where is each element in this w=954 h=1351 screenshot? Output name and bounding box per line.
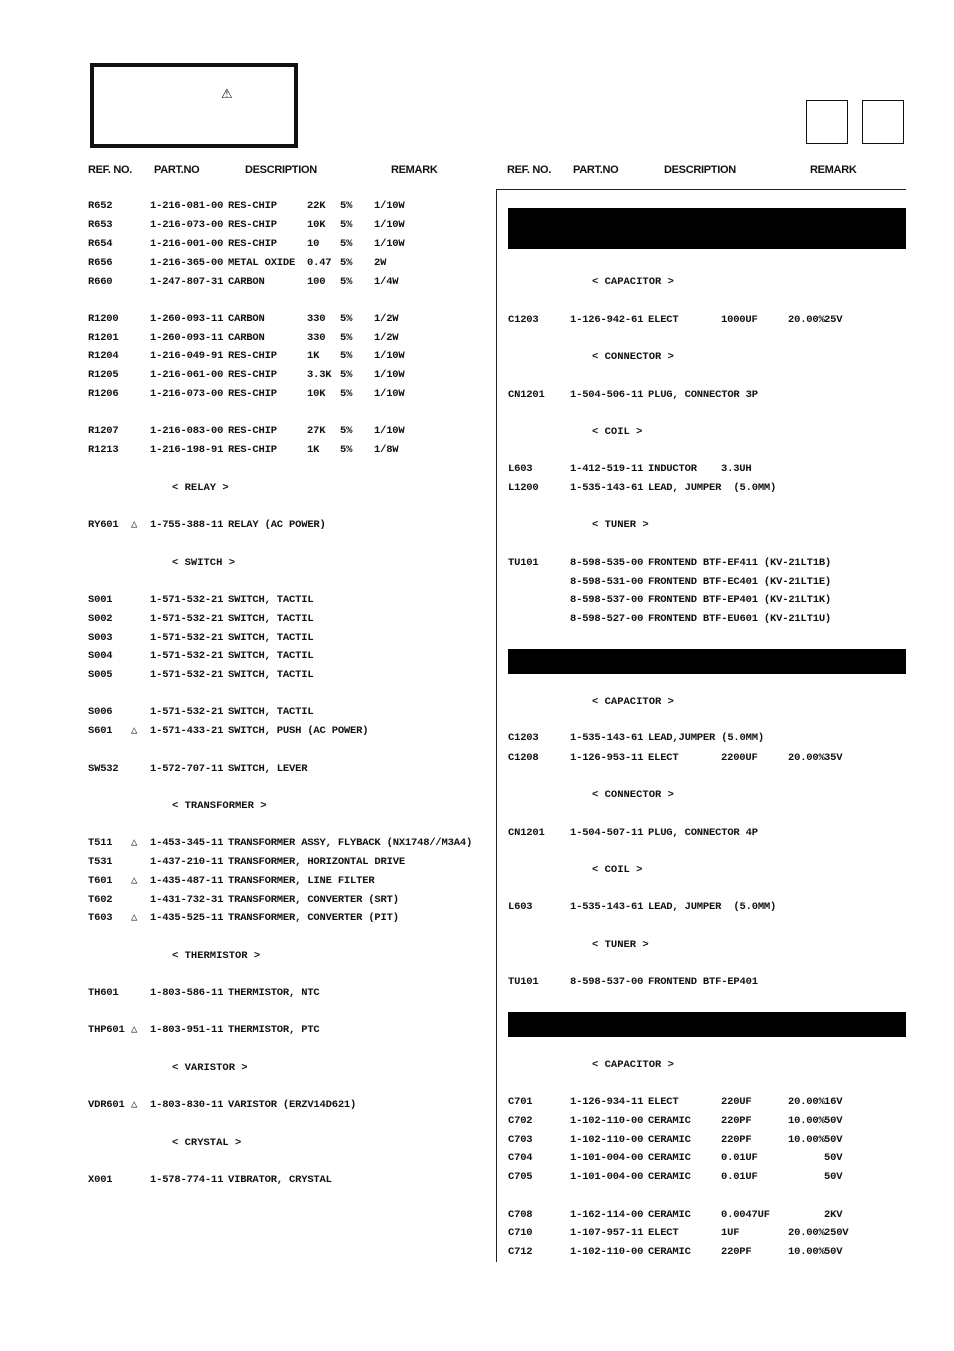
part-rem: 1/10W xyxy=(374,238,405,250)
part-part: 8-598-537-00 xyxy=(570,594,644,606)
section-heading: < CAPACITOR > xyxy=(592,696,674,708)
part-ref: R1213 xyxy=(88,444,119,456)
part-part: 1-102-110-00 xyxy=(570,1134,644,1146)
part-part: 1-102-110-00 xyxy=(570,1115,644,1127)
part-part: 1-216-365-00 xyxy=(150,257,224,269)
header-part-no: PART.NO xyxy=(573,164,619,176)
part-ref: C710 xyxy=(508,1227,533,1239)
header-description: DESCRIPTION xyxy=(664,164,736,176)
section-heading: < COIL > xyxy=(592,426,643,438)
part-part: 1-803-951-11 xyxy=(150,1024,224,1036)
part-tol: 20.00% xyxy=(788,1227,825,1239)
part-rem: 1/4W xyxy=(374,276,399,288)
part-val: 27K xyxy=(307,425,326,437)
part-val: 330 xyxy=(307,313,326,325)
section-title-bar xyxy=(508,649,906,674)
part-part: 1-216-081-00 xyxy=(150,200,224,212)
part-part: 1-126-942-61 xyxy=(570,314,644,326)
part-ref: R654 xyxy=(88,238,113,250)
part-part: 1-803-586-11 xyxy=(150,987,224,999)
part-ref: RY601 xyxy=(88,519,119,531)
part-desc: INDUCTOR xyxy=(648,463,697,475)
part-tol: 10.00% xyxy=(788,1115,825,1127)
part-ref: CN1201 xyxy=(508,389,545,401)
section-heading: < RELAY > xyxy=(172,482,229,494)
part-tol: 5% xyxy=(340,425,353,437)
part-part: 1-571-433-21 xyxy=(150,725,224,737)
part-ref: S006 xyxy=(88,706,113,718)
part-tol: 5% xyxy=(340,313,353,325)
part-part: 1-101-004-00 xyxy=(570,1171,644,1183)
header-remark: REMARK xyxy=(810,164,857,176)
part-ref: T511 xyxy=(88,837,113,849)
part-val: 100 xyxy=(307,276,326,288)
part-part: 1-216-061-00 xyxy=(150,369,224,381)
part-part: 1-216-083-00 xyxy=(150,425,224,437)
part-val: 10K xyxy=(307,219,326,231)
part-part: 1-247-807-31 xyxy=(150,276,224,288)
safety-mark-icon: △ xyxy=(131,912,138,924)
part-part: 1-260-093-11 xyxy=(150,332,224,344)
part-rem: 50V xyxy=(824,1152,843,1164)
part-desc: CERAMIC xyxy=(648,1152,691,1164)
part-desc: ELECT xyxy=(648,1227,679,1239)
part-ref: S003 xyxy=(88,632,113,644)
part-desc: RES-CHIP xyxy=(228,444,277,456)
part-part: 1-571-532-21 xyxy=(150,613,224,625)
part-rem: 50V xyxy=(824,1115,843,1127)
part-tol: 20.00% xyxy=(788,1096,825,1108)
safety-mark-icon: △ xyxy=(131,725,138,737)
part-part: 1-571-532-21 xyxy=(150,632,224,644)
header-rule xyxy=(496,189,906,190)
part-part: 1-435-487-11 xyxy=(150,875,224,887)
part-ref: C705 xyxy=(508,1171,533,1183)
part-val: 220PF xyxy=(721,1115,752,1127)
part-tol: 5% xyxy=(340,388,353,400)
part-part: 1-578-774-11 xyxy=(150,1174,224,1186)
part-desc: SWITCH, LEVER xyxy=(228,763,308,775)
part-desc: SWITCH, TACTIL xyxy=(228,594,314,606)
part-rem: 50V xyxy=(824,1134,843,1146)
part-part: 1-101-004-00 xyxy=(570,1152,644,1164)
part-part: 1-102-110-00 xyxy=(570,1246,644,1258)
part-part: 8-598-527-00 xyxy=(570,613,644,625)
part-desc: TRANSFORMER, CONVERTER (SRT) xyxy=(228,894,399,906)
section-heading: < CONNECTOR > xyxy=(592,789,674,801)
part-val: 1UF xyxy=(721,1227,740,1239)
section-heading: < THERMISTOR > xyxy=(172,950,261,962)
part-desc: ELECT xyxy=(648,314,679,326)
part-desc: FRONTEND BTF-EF411 (KV-21LT1B) xyxy=(648,557,832,569)
part-val: 3.3K xyxy=(307,369,332,381)
part-ref: SW532 xyxy=(88,763,119,775)
part-ref: T601 xyxy=(88,875,113,887)
part-ref: S601 xyxy=(88,725,113,737)
header-ref-no: REF. NO. xyxy=(88,164,133,176)
part-ref: R1201 xyxy=(88,332,119,344)
part-rem: 1/2W xyxy=(374,332,399,344)
part-desc: CERAMIC xyxy=(648,1209,691,1221)
header-ref-no: REF. NO. xyxy=(507,164,552,176)
part-ref: L603 xyxy=(508,901,533,913)
part-tol: 20.00% xyxy=(788,752,825,764)
part-ref: VDR601 xyxy=(88,1099,125,1111)
part-desc: CERAMIC xyxy=(648,1115,691,1127)
part-desc: RES-CHIP xyxy=(228,350,277,362)
part-desc: RES-CHIP xyxy=(228,219,277,231)
part-rem: 35V xyxy=(824,752,843,764)
part-val: 1K xyxy=(307,444,320,456)
part-desc: LEAD, JUMPER (5.0MM) xyxy=(648,482,777,494)
part-rem: 2KV xyxy=(824,1209,843,1221)
part-desc: CARBON xyxy=(228,332,265,344)
header-description: DESCRIPTION xyxy=(245,164,317,176)
part-part: 1-431-732-31 xyxy=(150,894,224,906)
part-ref: R653 xyxy=(88,219,113,231)
part-desc: SWITCH, TACTIL xyxy=(228,706,314,718)
part-tol: 20.00% xyxy=(788,314,825,326)
part-tol: 5% xyxy=(340,369,353,381)
part-desc: CARBON xyxy=(228,313,265,325)
part-ref: R1207 xyxy=(88,425,119,437)
section-heading: < TRANSFORMER > xyxy=(172,800,267,812)
part-ref: X001 xyxy=(88,1174,113,1186)
part-part: 1-803-830-11 xyxy=(150,1099,224,1111)
part-desc: TRANSFORMER, CONVERTER (PIT) xyxy=(228,912,399,924)
part-desc: RES-CHIP xyxy=(228,425,277,437)
safety-mark-icon: △ xyxy=(131,1099,138,1111)
section-title-bar xyxy=(508,208,906,249)
column-divider xyxy=(496,190,497,1262)
part-desc: FRONTEND BTF-EP401 (KV-21LT1K) xyxy=(648,594,832,606)
part-val: 330 xyxy=(307,332,326,344)
part-ref: S005 xyxy=(88,669,113,681)
section-heading: < TUNER > xyxy=(592,519,649,531)
part-val: 220PF xyxy=(721,1246,752,1258)
part-desc: VIBRATOR, CRYSTAL xyxy=(228,1174,332,1186)
part-desc: METAL OXIDE xyxy=(228,257,296,269)
part-tol: 5% xyxy=(340,200,353,212)
part-val: 1K xyxy=(307,350,320,362)
part-part: 1-535-143-61 xyxy=(570,901,644,913)
part-desc: PLUG, CONNECTOR 4P xyxy=(648,827,758,839)
part-rem: 2W xyxy=(374,257,387,269)
part-val: 2200UF xyxy=(721,752,758,764)
part-part: 1-504-507-11 xyxy=(570,827,644,839)
part-ref: CN1201 xyxy=(508,827,545,839)
part-part: 8-598-531-00 xyxy=(570,576,644,588)
part-part: 1-453-345-11 xyxy=(150,837,224,849)
part-desc: CERAMIC xyxy=(648,1246,691,1258)
part-desc: SWITCH, TACTIL xyxy=(228,613,314,625)
part-rem: 1/2W xyxy=(374,313,399,325)
part-ref: TU101 xyxy=(508,557,539,569)
part-val: 220PF xyxy=(721,1134,752,1146)
part-part: 1-535-143-61 xyxy=(570,732,644,744)
part-desc: CERAMIC xyxy=(648,1171,691,1183)
part-val: 0.01UF xyxy=(721,1152,758,1164)
section-heading: < CAPACITOR > xyxy=(592,1059,674,1071)
part-ref: R1200 xyxy=(88,313,119,325)
part-desc: ELECT xyxy=(648,1096,679,1108)
page-box-left xyxy=(806,100,848,144)
part-rem: 1/10W xyxy=(374,425,405,437)
part-tol: 5% xyxy=(340,219,353,231)
part-desc: PLUG, CONNECTOR 3P xyxy=(648,389,758,401)
part-part: 1-755-388-11 xyxy=(150,519,224,531)
part-part: 1-571-532-21 xyxy=(150,669,224,681)
part-rem: 250V xyxy=(824,1227,849,1239)
part-desc: CARBON xyxy=(228,276,265,288)
safety-mark-icon: △ xyxy=(131,875,138,887)
part-part: 1-535-143-61 xyxy=(570,482,644,494)
section-heading: < CONNECTOR > xyxy=(592,351,674,363)
part-val: 3.3UH xyxy=(721,463,752,475)
part-tol: 5% xyxy=(340,444,353,456)
part-desc: TRANSFORMER, HORIZONTAL DRIVE xyxy=(228,856,405,868)
part-ref: S001 xyxy=(88,594,113,606)
part-desc: RES-CHIP xyxy=(228,238,277,250)
part-part: 8-598-535-00 xyxy=(570,557,644,569)
part-desc: ELECT xyxy=(648,752,679,764)
part-ref: C712 xyxy=(508,1246,533,1258)
part-ref: R660 xyxy=(88,276,113,288)
part-part: 1-504-506-11 xyxy=(570,389,644,401)
part-desc: SWITCH, PUSH (AC POWER) xyxy=(228,725,369,737)
part-part: 1-435-525-11 xyxy=(150,912,224,924)
part-part: 1-216-073-00 xyxy=(150,388,224,400)
part-ref: S004 xyxy=(88,650,113,662)
safety-mark-icon: △ xyxy=(131,837,138,849)
part-desc: CERAMIC xyxy=(648,1134,691,1146)
part-part: 1-216-198-91 xyxy=(150,444,224,456)
part-val: 10 xyxy=(307,238,320,250)
part-ref: L603 xyxy=(508,463,533,475)
part-ref: T531 xyxy=(88,856,113,868)
part-rem: 50V xyxy=(824,1246,843,1258)
part-tol: 5% xyxy=(340,257,353,269)
safety-mark-icon: △ xyxy=(131,1024,138,1036)
part-ref: T603 xyxy=(88,912,113,924)
part-desc: SWITCH, TACTIL xyxy=(228,669,314,681)
part-rem: 25V xyxy=(824,314,843,326)
section-heading: < CAPACITOR > xyxy=(592,276,674,288)
part-ref: C701 xyxy=(508,1096,533,1108)
part-ref: R656 xyxy=(88,257,113,269)
part-desc: SWITCH, TACTIL xyxy=(228,632,314,644)
part-ref: C1203 xyxy=(508,732,539,744)
part-val: 0.0047UF xyxy=(721,1209,770,1221)
part-part: 1-107-957-11 xyxy=(570,1227,644,1239)
part-part: 1-216-049-91 xyxy=(150,350,224,362)
part-tol: 10.00% xyxy=(788,1134,825,1146)
part-desc: VARISTOR (ERZV14D621) xyxy=(228,1099,357,1111)
page-box-right xyxy=(862,100,904,144)
part-rem: 1/10W xyxy=(374,369,405,381)
part-ref: THP601 xyxy=(88,1024,125,1036)
part-ref: R1204 xyxy=(88,350,119,362)
part-tol: 5% xyxy=(340,350,353,362)
part-desc: LEAD,JUMPER (5.0MM) xyxy=(648,732,764,744)
section-heading: < COIL > xyxy=(592,864,643,876)
section-title-bar xyxy=(508,1012,906,1037)
part-tol: 5% xyxy=(340,332,353,344)
section-heading: < CRYSTAL > xyxy=(172,1137,242,1149)
header-part-no: PART.NO xyxy=(154,164,200,176)
part-part: 1-571-532-21 xyxy=(150,594,224,606)
header-remark: REMARK xyxy=(391,164,438,176)
section-heading: < SWITCH > xyxy=(172,557,236,569)
part-desc: TRANSFORMER ASSY, FLYBACK (NX1748//M3A4) xyxy=(228,837,473,849)
part-desc: RELAY (AC POWER) xyxy=(228,519,326,531)
section-heading: < TUNER > xyxy=(592,939,649,951)
warning-icon: ⚠ xyxy=(221,87,233,102)
part-desc: RES-CHIP xyxy=(228,369,277,381)
part-rem: 1/10W xyxy=(374,388,405,400)
part-part: 1-162-114-00 xyxy=(570,1209,644,1221)
part-rem: 1/10W xyxy=(374,350,405,362)
part-part: 1-571-532-21 xyxy=(150,706,224,718)
part-desc: LEAD, JUMPER (5.0MM) xyxy=(648,901,777,913)
part-rem: 1/10W xyxy=(374,200,405,212)
part-val: 10K xyxy=(307,388,326,400)
part-desc: TRANSFORMER, LINE FILTER xyxy=(228,875,375,887)
part-tol: 5% xyxy=(340,238,353,250)
part-part: 1-412-519-11 xyxy=(570,463,644,475)
part-rem: 16V xyxy=(824,1096,843,1108)
part-tol: 10.00% xyxy=(788,1246,825,1258)
part-desc: FRONTEND BTF-EP401 xyxy=(648,976,758,988)
part-ref: T602 xyxy=(88,894,113,906)
part-desc: FRONTEND BTF-EC401 (KV-21LT1E) xyxy=(648,576,832,588)
part-ref: TH601 xyxy=(88,987,119,999)
part-desc: FRONTEND BTF-EU601 (KV-21LT1U) xyxy=(648,613,832,625)
part-val: 0.47 xyxy=(307,257,332,269)
part-desc: RES-CHIP xyxy=(228,200,277,212)
part-part: 8-598-537-00 xyxy=(570,976,644,988)
part-val: 1000UF xyxy=(721,314,758,326)
part-val: 22K xyxy=(307,200,326,212)
part-part: 1-437-210-11 xyxy=(150,856,224,868)
part-rem: 1/8W xyxy=(374,444,399,456)
part-part: 1-216-001-00 xyxy=(150,238,224,250)
part-part: 1-571-532-21 xyxy=(150,650,224,662)
part-part: 1-126-953-11 xyxy=(570,752,644,764)
safety-mark-icon: △ xyxy=(131,519,138,531)
part-rem: 50V xyxy=(824,1171,843,1183)
part-val: 0.01UF xyxy=(721,1171,758,1183)
part-ref: C1203 xyxy=(508,314,539,326)
part-ref: C703 xyxy=(508,1134,533,1146)
part-ref: R1206 xyxy=(88,388,119,400)
part-ref: C704 xyxy=(508,1152,533,1164)
part-part: 1-572-707-11 xyxy=(150,763,224,775)
part-ref: TU101 xyxy=(508,976,539,988)
part-tol: 5% xyxy=(340,276,353,288)
part-part: 1-216-073-00 xyxy=(150,219,224,231)
part-ref: R652 xyxy=(88,200,113,212)
part-ref: C1208 xyxy=(508,752,539,764)
part-desc: THERMISTOR, NTC xyxy=(228,987,320,999)
part-desc: SWITCH, TACTIL xyxy=(228,650,314,662)
safety-notice-box xyxy=(90,63,298,148)
part-ref: C702 xyxy=(508,1115,533,1127)
part-ref: S002 xyxy=(88,613,113,625)
section-heading: < VARISTOR > xyxy=(172,1062,248,1074)
part-desc: THERMISTOR, PTC xyxy=(228,1024,320,1036)
part-val: 220UF xyxy=(721,1096,752,1108)
part-ref: L1200 xyxy=(508,482,539,494)
part-desc: RES-CHIP xyxy=(228,388,277,400)
part-ref: C708 xyxy=(508,1209,533,1221)
part-ref: R1205 xyxy=(88,369,119,381)
part-rem: 1/10W xyxy=(374,219,405,231)
part-part: 1-126-934-11 xyxy=(570,1096,644,1108)
part-part: 1-260-093-11 xyxy=(150,313,224,325)
